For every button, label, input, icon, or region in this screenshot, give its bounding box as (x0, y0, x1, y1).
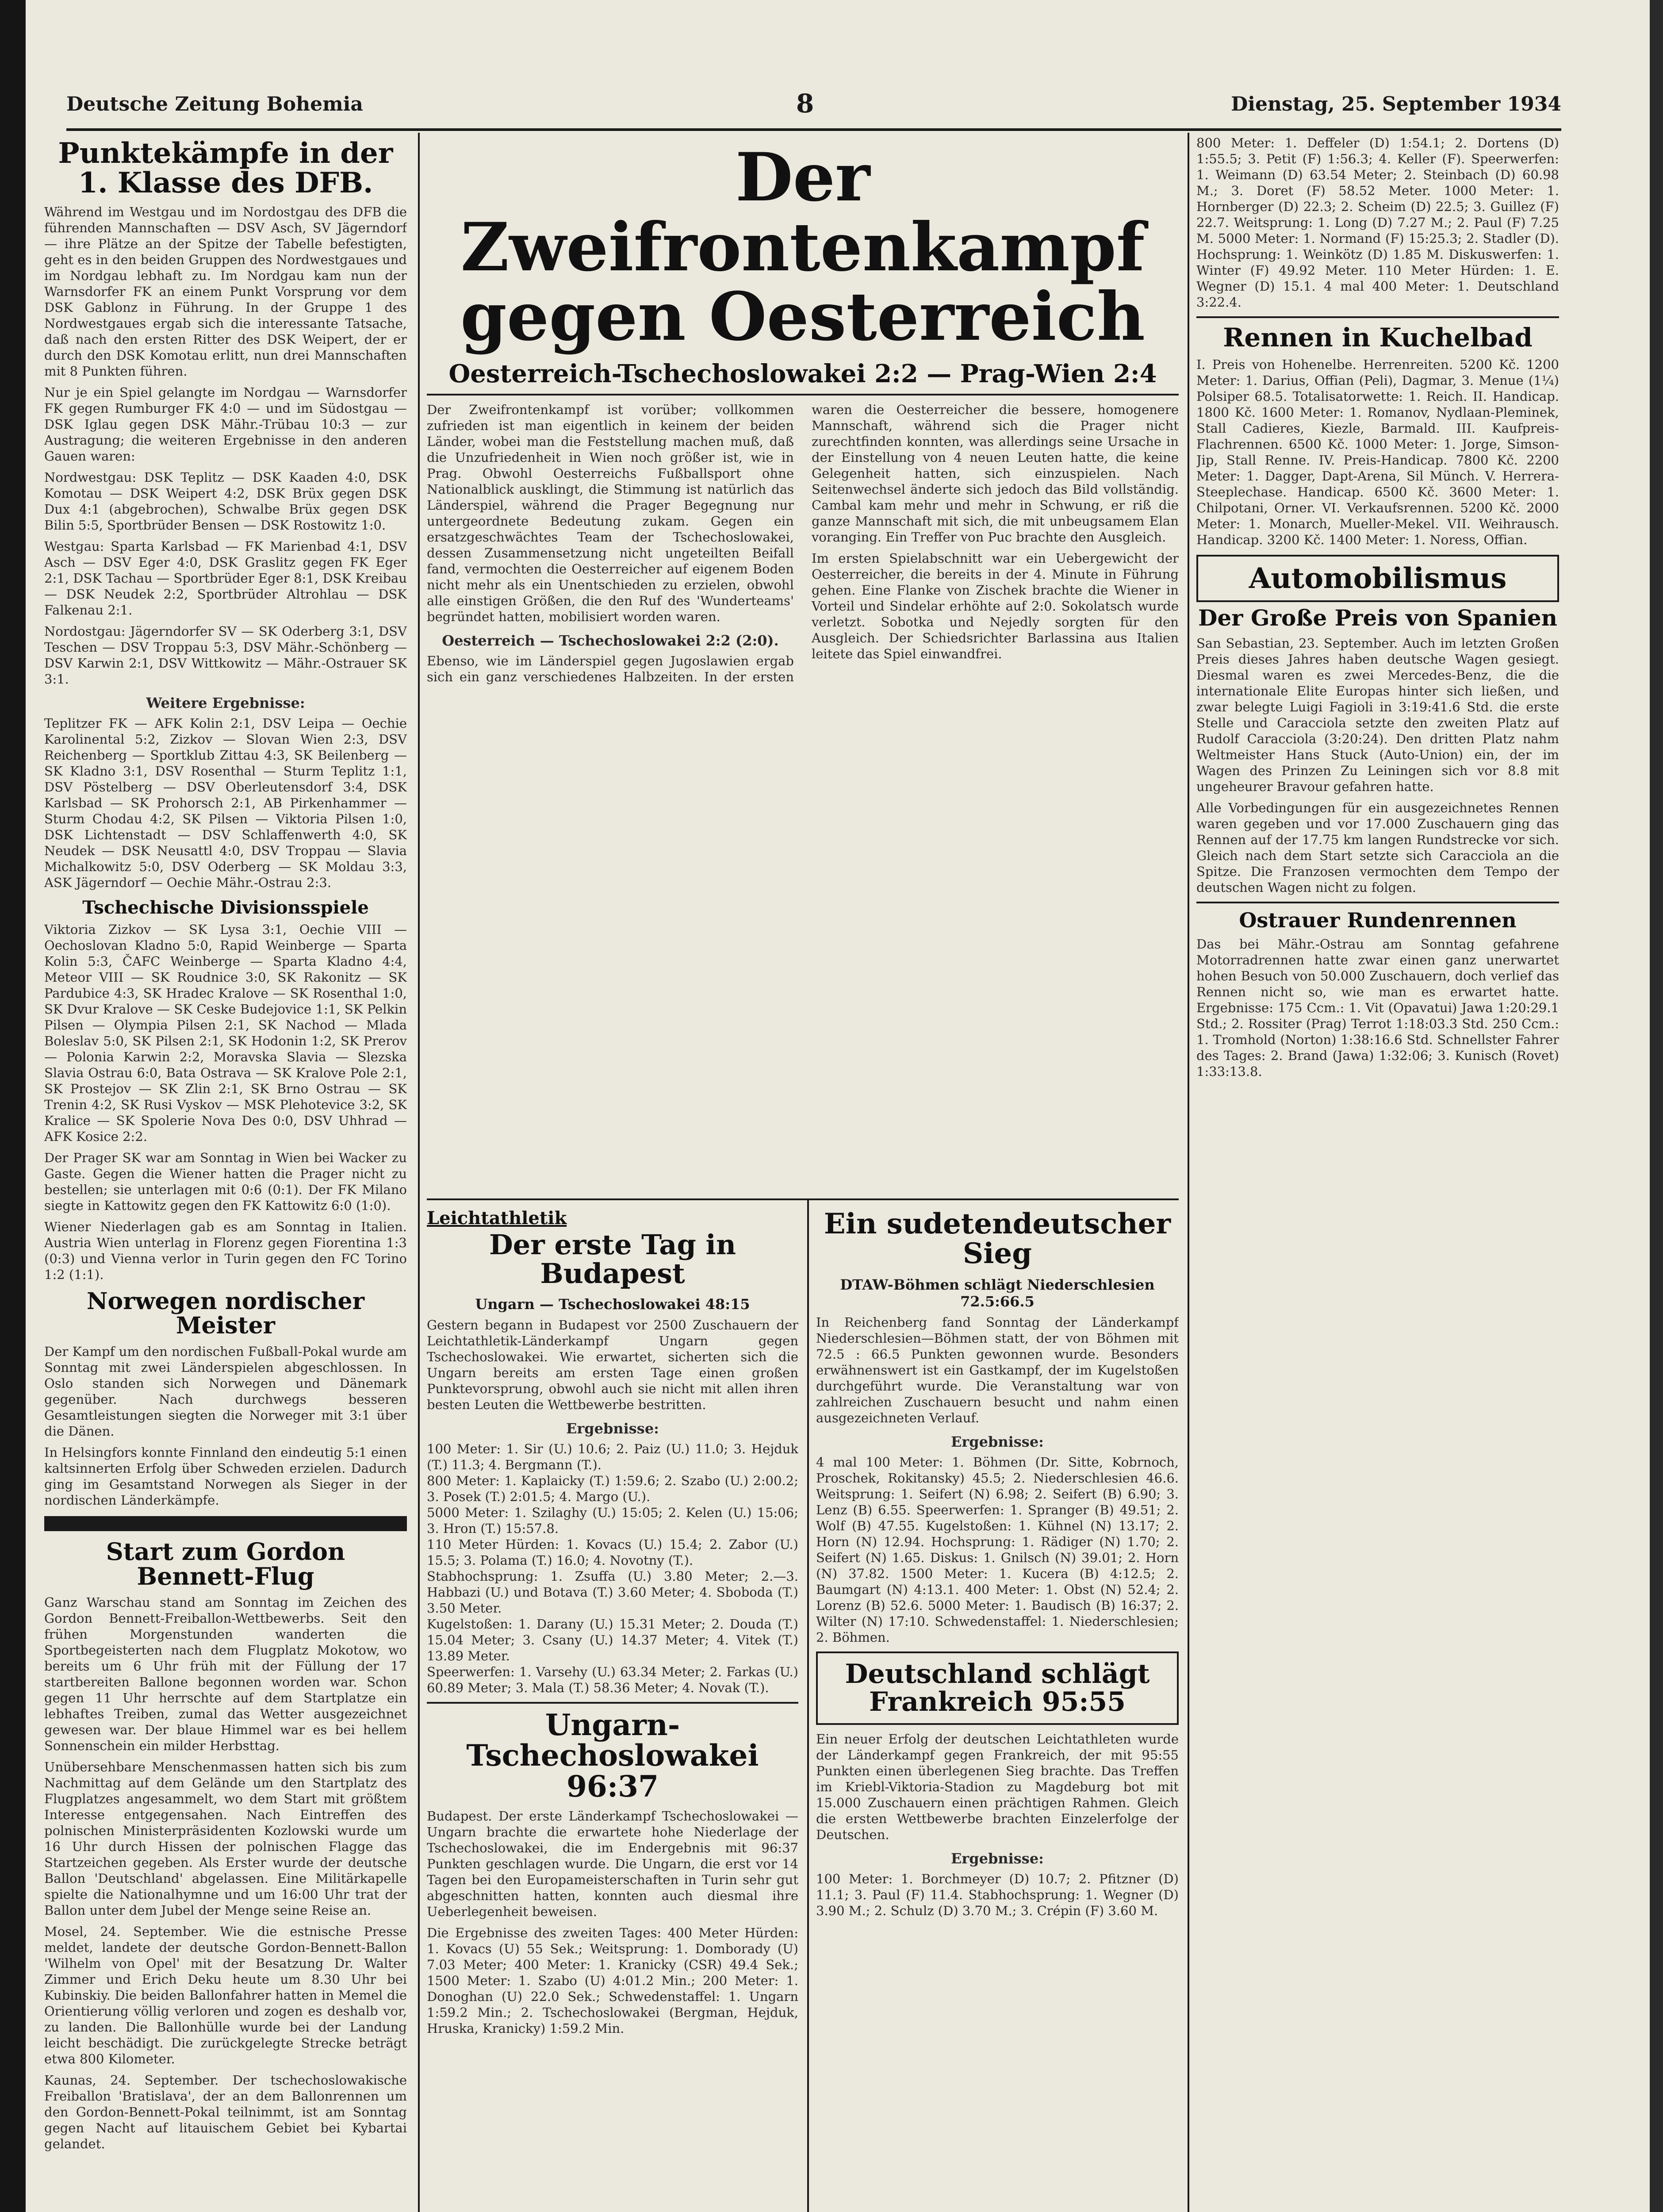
scan-edge-right (1650, 0, 1663, 2212)
results-list: 100 Meter: 1. Borchmeyer (D) 10.7; 2. Pfitzner (D) 11.1; 3. Paul (F) 11.4. Stabhochsprung: 1. Wegner (D) 3.90 M.; 2. Schulz (D) 3.70 M.; 3. Crépin (F) 3.60 M. (816, 1871, 1179, 1919)
paragraph: Gestern begann in Budapest vor 2500 Zuschauern der Leichtathletik-Länderkampf Ungarn gegen Tschechoslowakei. Wie erwartet, sicherten sich die Ungarn bereits am ersten Tage einen großen Punktevorsprung, obwohl auch sie nicht mit allen ihren besten Leuten die Wettbewerbe bestritten. (427, 1317, 798, 1413)
rule (427, 1702, 798, 1704)
headline-gordon-bennett: Start zum Gordon Bennett-Flug (106, 1537, 345, 1591)
column-2-left (427, 1206, 798, 2212)
headline-preis-spanien: Der Große Preis von Spanien (1198, 605, 1557, 631)
results-list: 4 mal 100 Meter: 1. Böhmen (Dr. Sitte, Kobrnoch, Proschek, Rokitansky) 45.5; 2. Niederschlesien 46.6. Weitsprung: 1. Seifert (N) 6.98; 2. Seifert (B) 6.90; 3. Lenz (B) 6.55. Speerwerfen: 1. Spranger (B) 49.51; 2. Wolf (B) 47.55. Kugelstoßen: 1. Kühnel (N) 13.17; 2. Horn (N) 12.94. Hochsprung: 1. Rädiger (N) 1.70; 2. Seifert (N) 1.65. Diskus: 1. Gnilsch (N) 39.01; 2. Horn (N) 37.82. 1500 Meter: 1. Kucera (B) 4:12.5; 2. Baumgart (N) 4:13.1. 400 Meter: 1. Obst (N) 52.4; 2. Lorenz (B) 52.6. 5000 Meter: 1. Baudisch (B) 16:37; 2. Wilter (N) 17:10. Schwedenstaffel: 1. Niederschlesien; 2. Böhmen. (816, 1455, 1179, 1645)
section-leichtathletik: Leichtathletik (427, 1208, 567, 1229)
rule (427, 1198, 1179, 1200)
section-bar (44, 1516, 407, 1531)
page-header (66, 88, 1561, 119)
rule (1196, 316, 1559, 318)
headline-sudetendeutscher-sieg: Ein sudetendeutscher Sieg (824, 1207, 1171, 1271)
subheading-ungarn: Ungarn — Tschechoslowakei 48:15 (475, 1296, 750, 1313)
subheading-match: Oesterreich — Tschechoslowakei 2:2 (2:0). (442, 632, 779, 649)
paragraph: Ganz Warschau stand am Sonntag im Zeichen des Gordon Bennett-Freiballon-Wettbewerbs. Seit den frühen Morgenstunden wanderten die Sportbegeisterten nach dem Flugplatz Mokotow, wo bereits um 6 Uhr früh mit der Füllung der 17 startbereiten Ballone begonnen worden war. Schon gegen 11 Uhr herrschte auf dem Startplatze ein lebhaftes Treiben, zumal das Wetter ausgezeichnet gewesen war. Der blaue Himmel war es bei hellem Sonnenschein ein milder Herbsttag. (44, 1594, 407, 1753)
article-zweifrontenkampf (427, 402, 1179, 685)
paragraph: Budapest. Der erste Länderkampf Tschechoslowakei — Ungarn brachte die erwartete hohe Niederlage der Tschechoslowakei, die im Endergebnis mit 96:37 Punkten geschlagen wurde. Die Ungarn, die erst vor 14 Tagen bei den Europameisterschaften in Turin sehr gut abgeschnitten hatten, konnten auch diesmal ihre Ueberlegenheit beweisen. (427, 1809, 798, 1920)
page-number: 8 (796, 88, 814, 119)
main-article (427, 135, 1179, 1197)
paragraph: 800 Meter: 1. Deffeler (D) 1:54.1; 2. Dortens (D) 1:55.5; 3. Petit (F) 1:56.3; 4. Keller (F). Speerwerfen: 1. Weimann (D) 63.54 Meter; 2. Steinbach (D) 60.98 M.; 3. Doret (F) 58.52 Meter. 1000 Meter: 1. Hornberger (D) 22.3; 2. Scheim (D) 22.5; 3. Guillez (F) 22.7. Weitsprung: 1. Long (D) 7.27 M.; 2. Paul (F) 7.25 M. 5000 Meter: 1. Normand (F) 15:25.3; 2. Stadler (D). Hochsprung: 1. Weinkötz (D) 1.85 M. Diskuswerfen: 1. Winter (F) 49.92 Meter. 110 Meter Hürden: 1. E. Wegner (D) 15.1. 4 mal 400 Meter: 1. Deutschland 3:22.4. (1196, 135, 1559, 310)
article-kuchelbad (1196, 357, 1559, 548)
column-1 (44, 135, 407, 2212)
column-3 (1196, 135, 1559, 2212)
paragraph: Nordostgau: Jägerndorfer SV — SK Oderberg 3:1, DSV Teschen — DSV Troppau 5:3, DSV Mähr.-Schönberg — DSV Karwin 2:1, DSV Wittkowitz — Mähr.-Ostrauer SK 3:1. (44, 624, 407, 687)
paragraph: San Sebastian, 23. September. Auch im letzten Großen Preis dieses Jahres haben deutsche Wagen gesiegt. Diesmal waren es zwei Mercedes-Benz, die die internationale Elite Europas hinter sich ließen, und zwar belegte Luigi Fagioli in 3:19:41.6 Std. die erste Stelle und Caracciola setzte den zweiten Platz auf Rudolf Caracciola (3:20:24). Den dritten Platz nahm Weltmeister Hans Stuck (Auto-Union) ein, der im Wagen des Prinzen Zu Leiningen sich vor 8.8 mit ungeheurer Bravour gefahren hatte. (1196, 635, 1559, 794)
headline-divisionsspiele: Tschechische Divisionsspiele (82, 897, 369, 918)
article-norwegen (44, 1344, 407, 1508)
paragraph: Kaunas, 24. September. Der tschechoslowakische Freiballon 'Bratislava', der an dem Ballonrennen um den Gordon-Bennett-Pokal teilnimmt, ist am Sonntag gegen Nacht auf litauischem Gebiet bei Kybartai gelandet. (44, 2072, 407, 2151)
article-divisionsspiele (44, 922, 407, 1283)
paragraph: Mosel, 24. September. Wie die estnische Presse meldet, landete der deutsche Gordon-Bennett-Ballon 'Wilhelm von Opel' mit der Besatzung Dr. Walter Zimmer und Erich Deku heute um 8.30 Uhr bei Kubinskiy. Die beiden Ballonfahrer hatten in Memel die Orientierung völlig verloren und zogen es deshalb vor, zu landen. Die Ballonhülle wurde bei der Landung leicht beschädigt. Die zurückgelegte Strecke beträgt etwa 800 Kilometer. (44, 1924, 407, 2066)
column-rule-2 (807, 1199, 809, 2212)
scan-edge-left (0, 0, 26, 2212)
issue-date: Dienstag, 25. September 1934 (1231, 93, 1561, 115)
headline-ostrauer: Ostrauer Rundenrennen (1239, 908, 1517, 932)
paragraph: Unübersehbare Menschenmassen hatten sich bis zum Nachmittag auf dem Gelände um den Startplatz des Flugplatzes angesammelt, wo dem Start mit größtem Interesse entgegensahen. Nach Eintreffen des polnischen Ministerpräsidenten Kozlowski wurde um 16 Uhr durch Hissen der polnischen Flagge das Startzeichen gegeben. Als Erster wurde der deutsche Ballon 'Deutschland' abgelassen. Eine Militärkapelle spielte die Nationalhymne und um 16:00 Uhr trat der Ballon unter dem Jubel der Menge seine Reise an. (44, 1759, 407, 1918)
section-automobilismus: Automobilismus (1196, 555, 1559, 602)
headline-ungarn-tschechoslowakei: Ungarn-Tschechoslowakei 96:37 (466, 1708, 759, 1804)
article-budapest (427, 1317, 798, 1696)
article-ungarn-tschechoslowakei (427, 1808, 798, 2036)
article-deutschland-frankreich (816, 1731, 1179, 1919)
article-gordon-bennett (44, 1594, 407, 2152)
subheading-results: Ergebnisse: (566, 1420, 659, 1437)
paragraph: Nur je ein Spiel gelangte im Nordgau — Warnsdorfer FK gegen Rumburger FK 4:0 — und im Südostgau — DSK Iglau gegen DSK Mähr.-Trübau 10:3 — zur Austragung; die weiteren Ergebnisse in den anderen Gauen waren: (44, 385, 407, 464)
subheadline-zweifrontenkampf: Oesterreich-Tschechoslowakei 2:2 — Prag-Wien 2:4 (448, 359, 1157, 388)
paragraph: Der Kampf um den nordischen Fußball-Pokal wurde am Sonntag mit zwei Länderspielen abgeschlossen. In Oslo standen sich Norwegen und Dänemark gegenüber. Nach durchwegs besseren Gesamtleistungen siegten die Norweger mit 3:1 über die Dänen. (44, 1344, 407, 1439)
headline-zweifrontenkampf: Der Zweifrontenkampf gegen Oesterreich (460, 138, 1146, 356)
paragraph: Wiener Niederlagen gab es am Sonntag in Italien. Austria Wien unterlag in Florenz gegen Fiorentina 1:3 (0:3) und Vienna verlor in Turin gegen den FC Torino 1:2 (1:1). (44, 1219, 407, 1283)
paragraph: Teplitzer FK — AFK Kolin 2:1, DSV Leipa — Oechie Karolinental 5:2, Zizkov — Slovan Wien 2:3, DSV Reichenberg — Sportklub Zittau 4:3, SK Beilenberg — SK Kladno 3:1, DSV Rosenthal — Sturm Teplitz 1:1, DSV Pöstelberg — DSV Oberleutensdorf 3:4, DSK Karlsbad — SK Prohorsch 2:1, AB Pirkenhammer — Sturm Chodau 4:2, SK Pilsen — Viktoria Pilsen 1:0, DSK Lichtenstadt — DSV Schlaffenwerth 4:0, SK Neudek — DSK Neusattl 4:0, DSV Troppau — Slavia Michalkowitz 5:0, DSV Oderberg — SK Moldau 3:3, ASK Jägerndorf — Oechie Mähr.-Ostrau 2:3. (44, 716, 407, 891)
headline-deutschland-frankreich: Deutschland schlägt Frankreich 95:55 (816, 1651, 1179, 1725)
paragraph: In Reichenberg fand Sonntag der Länderkampf Niederschlesien—Böhmen statt, der von Böhmen mit 72.5 : 66.5 Punkten gewonnen wurde. Besonders erwähnenswert ist ein Gastkampf, der im Kugelstoßen durchgeführt wurde. Die Veranstaltung war von zahlreichen Zuschauern besucht und nahm einen ausgezeichneten Verlauf. (816, 1315, 1179, 1426)
article-results-continued (1196, 135, 1559, 310)
paragraph: Nordwestgau: DSK Teplitz — DSK Kaaden 4:0, DSK Komotau — DSK Weipert 4:2, DSK Brüx gegen DSK Dux 4:1 (abgebrochen), Schwalbe Brüx gegen DSK Bilin 5:5, Sportbrüder Bensen — DSK Rostowitz 1:0. (44, 470, 407, 533)
paragraph: In Helsingfors konnte Finnland den eindeutig 5:1 einen kaltsinnerten Erfolg über Schweden erzielen. Dadurch ging im Gesamtstand Norwegen als Sieger in der nordischen Länderkämpfe. (44, 1444, 407, 1508)
header-rule (66, 128, 1561, 131)
subheading-dtaw: DTAW-Böhmen schlägt Niederschlesien 72.5:66.5 (840, 1276, 1155, 1310)
paper-name: Deutsche Zeitung Bohemia (66, 93, 363, 115)
paragraph: Westgau: Sparta Karlsbad — FK Marienbad 4:1, DSV Asch — DSV Eger 4:0, DSK Graslitz gegen FK Eger 2:1, DSK Tachau — Sportbrüder Eger 8:1, DSK Kreibau — DSK Neudek 2:2, Sportbrüder Altrohlau — DSK Falkenau 2:1. (44, 539, 407, 618)
article-preis-spanien (1196, 635, 1559, 895)
rule (427, 394, 1179, 396)
subheading-results: Ergebnisse: (951, 1850, 1044, 1867)
paragraph: I. Preis von Hohenelbe. Herrenreiten. 5200 Kč. 1200 Meter: 1. Darius, Offian (Peli), Dagmar, 3. Menue (1¼) Polsiper 68.5. Totalisatorwette: 1. Reich. II. Handicap. 1800 Kč. 1600 Meter: 1. Romanov, Nydlaan-Pleminek, Stall Cadieres, Kiezle, Barmald. III. Kaufpreis-Flachrennen. 6500 Kč. 1000 Meter: 1. Jorge, Simson-Jip, Stall Renne. IV. Preis-Handicap. 7800 Kč. 2200 Meter: 1. Dagger, Dapt-Arena, Sil Münch. V. Herrera-Steeplechase. Handicap. 6500 Kč. 3600 Meter: 1. Chilpotani, Orner. VI. Verkaufsrennen. 5200 Kč. 2000 Meter: 1. Monarch, Mueller-Mekel. VII. Weihrausch. Handicap. 3200 Kč. 1400 Meter: 1. Noress, Offian. (1196, 357, 1559, 547)
column-rule-3 (1188, 133, 1189, 2212)
paragraph: Die Ergebnisse des zweiten Tages: 400 Meter Hürden: 1. Kovacs (U) 55 Sek.; Weitsprung: 1. Domborady (U) 7.03 Meter; 400 Meter: 1. Kranicky (CSR) 49.4 Sek.; 1500 Meter: 1. Szabo (U) 4:01.2 Min.; 200 Meter: 1. Donoghan (U) 22.0 Sek.; Schwedenstaffel: 1. Ungarn 1:59.2 Min.; 2. Tschechoslowakei (Bergman, Hejduk, Hruska, Kranicky) 1:59.2 Min. (427, 1925, 798, 2036)
results-list: 100 Meter: 1. Sir (U.) 10.6; 2. Paiz (U.) 11.0; 3. Hejduk (T.) 11.3; 4. Bergmann (T.). 800 Meter: 1. Kaplaicky (T.) 1:59.6; 2. Szabo (U.) 2:00.2; 3. Posek (T.) 2:01.5; 4. Margo (U.). 5000 Meter: 1. Szilaghy (U.) 15:05; 2. Kelen (U.) 15:06; 3. Hron (T.) 15:57.8. 110 Meter Hürden: 1. Kovacs (U.) 15.4; 2. Zabor (U.) 15.5; 3. Polama (T.) 16.0; 4. Novotny (T.). Stabhochsprung: 1. Zsuffa (U.) 3.80 Meter; 2.—3. Habbazi (U.) und Botava (T.) 3.60 Meter; 4. Sboboda (T.) 3.50 Meter. Kugelstoßen: 1. Darany (U.) 15.31 Meter; 2. Douda (T.) 15.04 Meter; 3. Csany (U.) 14.37 Meter; 4. Vitek (T.) 13.89 Meter. Speerwerfen: 1. Varsehy (U.) 63.34 Meter; 2. Farkas (U.) 60.89 Meter; 3. Mala (T.) 58.36 Meter; 4. Novak (T.). (427, 1441, 798, 1696)
paragraph: Der Zweifrontenkampf ist vorüber; vollkommen zufrieden ist man eigentlich in keinem der beiden Länder, wobei man die Feststellung machen muß, daß die Unzufriedenheit in Wien noch größer ist, wie in Prag. Obwohl Oesterreichs Fußballsport ohne Nationalblick ausklingt, die Stimmung ist natürlich das Länderspiel, während die Prager Begegnung nur untergeordnete Bedeutung zukam. Gegen ein ersatzgeschwächtes Team der Tschechoslowakei, dessen Zusammensetzung nicht ungeteilten Beifall fand, vermochten die Oesterreicher auf eigenem Boden nicht mehr als ein Unentschieden zu erzielen, obwohl alle einstigen Größen, die den Ruf des 'Wunderteams' begründet hatten, mobilisiert worden waren. (427, 402, 794, 625)
column-2-right (816, 1206, 1179, 2212)
paragraph: Viktoria Zizkov — SK Lysa 3:1, Oechie VIII — Oechoslovan Kladno 5:0, Rapid Weinberge — Sparta Kolin 5:3, ČAFC Weinberge — Sparta Kladno 4:4, Meteor VIII — SK Roudnice 3:0, SK Rakonitz — SK Pardubice 4:3, SK Hradec Kralove — SK Rosenthal 1:0, SK Dvur Kralove — SK Ceske Budejovice 1:1, SK Pelkin Pilsen — Olympia Pilsen 2:1, SK Nachod — Mlada Boleslav 5:0, SK Pilsen 2:1, SK Hodonin 1:2, SK Prerov — Polonia Karwin 2:2, Moravska Slavia — Slezska Slavia Ostrau 6:0, Bata Ostrava — SK Kralove Pole 2:1, SK Prostejov — SK Zlin 2:1, SK Brno Ostrau — SK Trenin 4:2, SK Rusi Vyskov — MSK Plehotevice 3:2, SK Kralice — SK Spolerie Nova Des 0:0, DSV Uhhrad — AFK Kosice 2:2. (44, 922, 407, 1144)
paragraph: Ebenso, wie im Länderspiel gegen Jugoslawien ergab sich ein ganz verschiedenes Halbzeiten. In der ersten waren die Oesterreicher die bessere, homogenere Mannschaft, während sich die Prager nicht zurechtfinden konnten, was allerdings seine Ursache in der Einstellung von 4 neuen Leuten hatte, die keine Gelegenheit hatten, sich einzuspielen. Nach Seitenwechsel änderte sich jedoch das Bild vollständig. Cambal kam mehr und mehr in Schwung, er riß die ganze Mannschaft mit sich, die mit unbeugsamem Elan voranging. Ein Treffer von Puc brachte den Ausgleich. (427, 402, 1179, 685)
subheading-results: Ergebnisse: (951, 1433, 1044, 1451)
headline-budapest: Der erste Tag in Budapest (489, 1229, 736, 1290)
paragraph: Das bei Mähr.-Ostrau am Sonntag gefahrene Motorradrennen hatte zwar einen ganz unerwartet hohen Besuch von 50.000 Zuschauern, doch verlief das Rennen nicht so, wie man es erwartet hatte. Ergebnisse: 175 Ccm.: 1. Vit (Opavatui) Jawa 1:20:29.1 Std.; 2. Rossiter (Prag) Terrot 1:18:03.3 Std. 250 Ccm.: 1. Tromhold (Norton) 1:38:16.6 Std. Schnellster Fahrer des Tages: 2. Brand (Jawa) 1:32:06; 3. Kunisch (Rovet) 1:33:13.8. (1196, 936, 1559, 1079)
article-punktekaempfe (44, 204, 407, 891)
paragraph: Im ersten Spielabschnitt war ein Uebergewicht der Oesterreicher, die bereits in der 4. Minute in Führung gehen. Eine Flanke von Zischek brachte die Wiener in Vorteil und Sindelar erhöhte auf 2:0. Sokolatsch wurde verletzt. Sobotka und Nejedly sorgten für den Ausgleich. Der Schiedsrichter Barlassina aus Italien leitete das Spiel einwandfrei. (812, 551, 1179, 662)
headline-norwegen: Norwegen nordischer Meister (86, 1288, 365, 1339)
article-ostrauer (1196, 936, 1559, 1079)
article-sudetendeutscher-sieg (816, 1314, 1179, 1645)
headline-punktekaempfe: Punktekämpfe in der 1. Klasse des DFB. (58, 137, 393, 200)
paragraph: Während im Westgau und im Nordostgau des DFB die führenden Mannschaften — DSV Asch, SV Jägerndorf — ihre Plätze an der Spitze der Tabelle befestigten, geht es in den beiden Gruppen des Nordwestgaues und im Nordgau lebhaft zu. Im Nordgau kam nun der Warnsdorfer FK an einem Punkt Vorsprung vor dem DSK Gablonz in Führung. In der Gruppe 1 des Nordwestgaues ergab sich die interessante Tatsache, daß nach den ersten Ritter des DSK Weipert, der er durch den DSK Komotau erlitt, nun drei Mannschaften mit 8 Punkten führen. (44, 204, 407, 379)
subheading-results: Weitere Ergebnisse: (146, 695, 305, 712)
column-rule-1 (418, 133, 420, 2212)
paragraph: Der Prager SK war am Sonntag in Wien bei Wacker zu Gaste. Gegen die Wiener hatten die Prager nicht zu bestellen; sie unterlagen mit 0:6 (0:1). Der FK Milano siegte in Kattowitz gegen den FK Kattowitz 6:0 (1:0). (44, 1150, 407, 1214)
rule (1196, 902, 1559, 903)
paragraph: Ein neuer Erfolg der deutschen Leichtathleten wurde der Länderkampf gegen Frankreich, der mit 95:55 Punkten einen überlegenen Sieg brachte. Das Treffen im Kriebl-Viktoria-Stadion zu Magdeburg bot mit 15.000 Zuschauern einen prächtigen Rahmen. Gleich die ersten Wettbewerbe brachten Einzelerfolge der Deutschen. (816, 1732, 1179, 1843)
paragraph: Alle Vorbedingungen für ein ausgezeichnetes Rennen waren gegeben und vor 17.000 Zuschauern ging das Rennen auf der 17.75 km langen Rundstrecke vor sich. Gleich nach dem Start setzte sich Caracciola an die Spitze. Die Franzosen vermochten dem Tempo der deutschen Wagen nicht zu folgen. (1196, 800, 1559, 895)
headline-kuchelbad: Rennen in Kuchelbad (1223, 323, 1533, 353)
